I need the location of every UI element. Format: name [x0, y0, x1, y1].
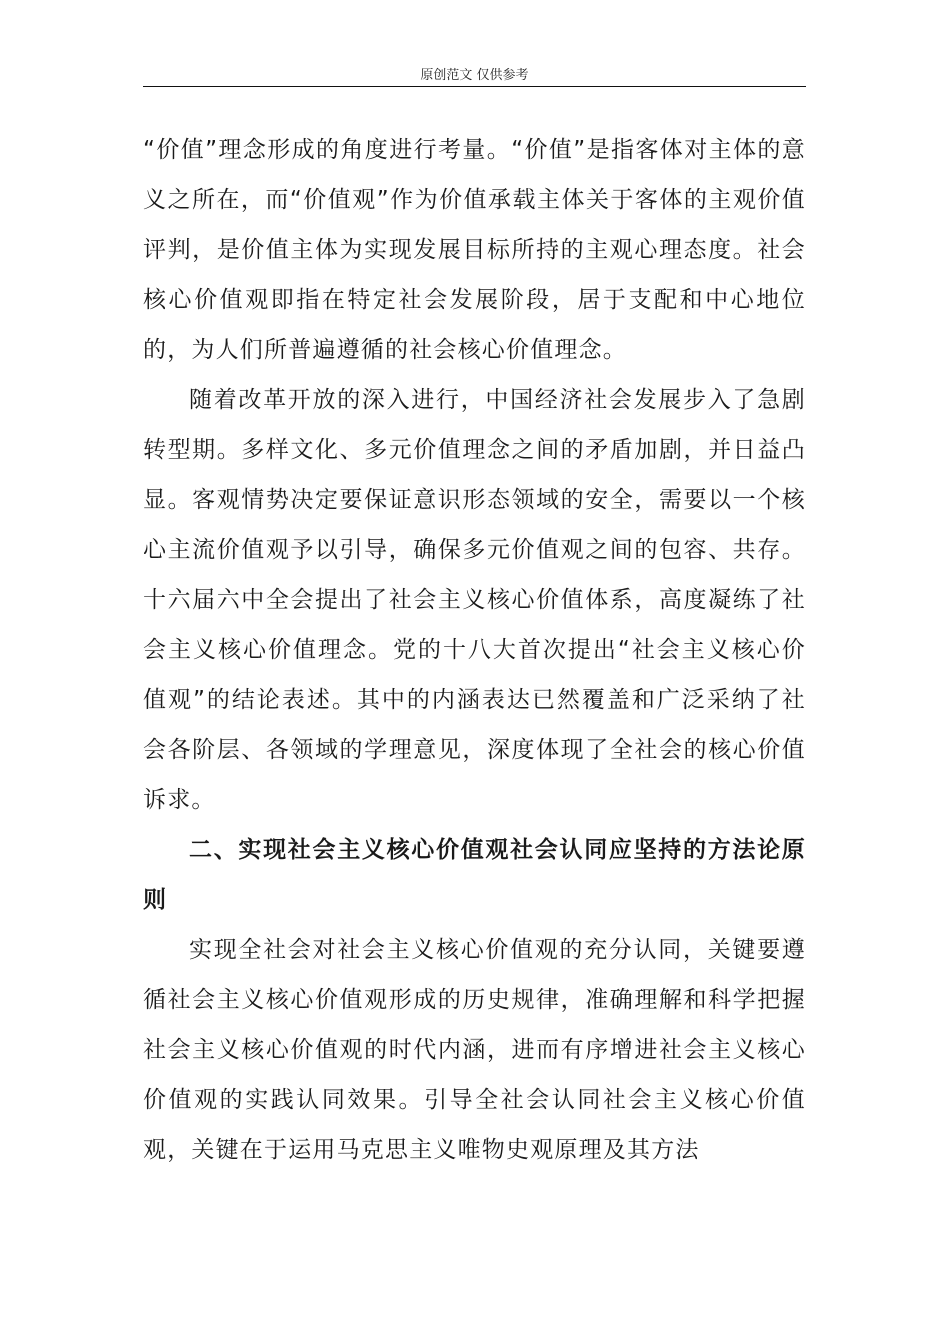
paragraph-reform: 随着改革开放的深入进行，中国经济社会发展步入了急剧转型期。多样文化、多元价值理念之间的矛盾加剧，并日益凸显。客观情势决定要保证意识形态领域的安全，需要以一个核心主流价值观予以引导，确保多元价值观之间的包容、共存。十六届六中全会提出了社会主义核心价值体系，高度凝练了社会主义核心价值理念。党的十八大首次提出“社会主义核心价值观”的结论表述。其中的内涵表达已然覆盖和广泛采纳了社会各阶层、各领域的学理意见，深度体现了全社会的核心价值诉求。: [143, 387, 806, 813]
paragraph-recognition: 实现全社会对社会主义核心价值观的充分认同，关键要遵循社会主义核心价值观形成的历史规律，准确理解和科学把握社会主义核心价值观的时代内涵，进而有序增进社会主义核心价值观的实践认同效果。引导全社会认同社会主义核心价值观，关键在于运用马克思主义唯物史观原理及其方法: [143, 937, 806, 1163]
page-header: 原创范文 仅供参考: [420, 68, 529, 83]
section-heading: 二、实现社会主义核心价值观社会认同应坚持的方法论原则: [143, 837, 806, 913]
header-rule: [143, 86, 806, 87]
document-body: [143, 125, 806, 1175]
paragraph-continued: “价值”理念形成的角度进行考量。“价值”是指客体对主体的意义之所在，而“价值观”作为价值承载主体关于客体的主观价值评判，是价值主体为实现发展目标所持的主观心理态度。社会核心价值观即指在特定社会发展阶段，居于支配和中心地位的，为人们所普遍遵循的社会核心价值理念。: [143, 137, 806, 363]
